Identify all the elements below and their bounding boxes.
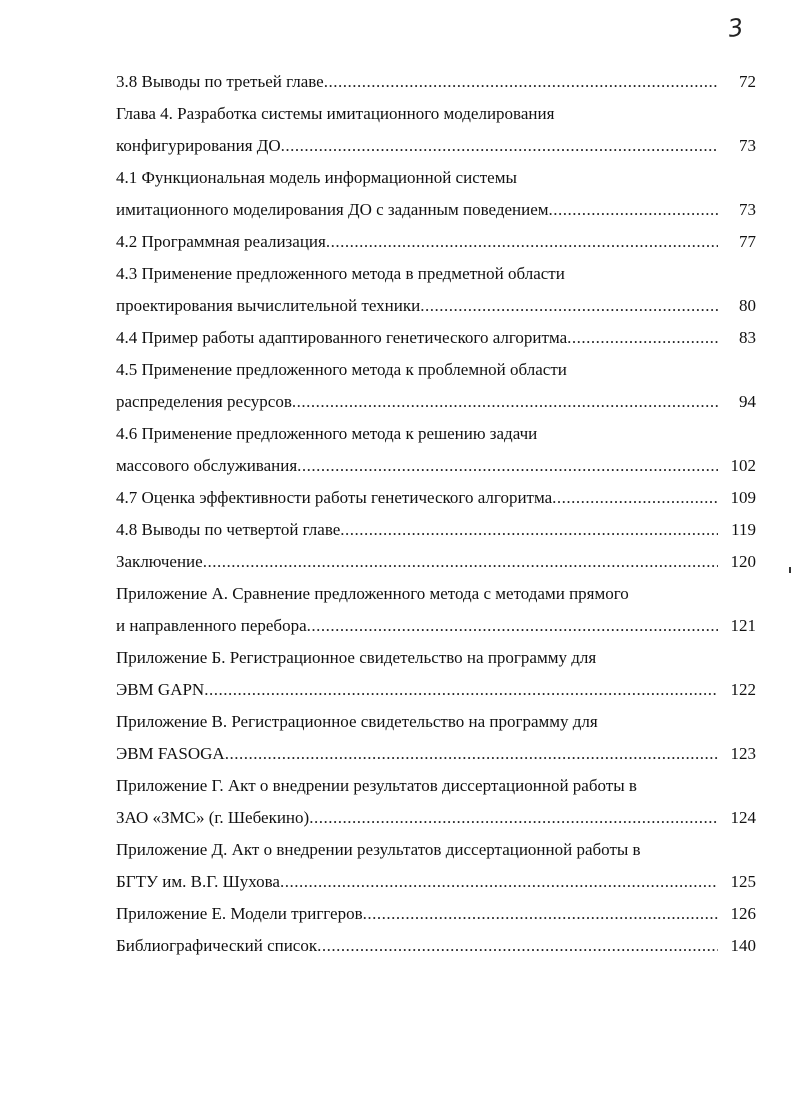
toc-entry[interactable] — [116, 226, 756, 258]
toc-entry[interactable] — [116, 546, 756, 578]
dot-leader — [307, 610, 718, 642]
toc-line — [116, 194, 756, 226]
toc-line — [116, 642, 756, 674]
toc-page-number: 94 — [739, 392, 756, 411]
toc-page-number: 102 — [730, 456, 756, 475]
toc-line — [116, 770, 756, 802]
toc-entry[interactable] — [116, 258, 756, 322]
dot-leader — [280, 866, 718, 898]
toc-entry[interactable] — [116, 98, 756, 162]
dot-leader — [204, 674, 718, 706]
toc-line — [116, 482, 756, 514]
dot-leader — [363, 898, 718, 930]
dot-leader — [203, 546, 718, 578]
margin-mark — [789, 567, 791, 573]
toc-page-number: 119 — [731, 520, 756, 539]
toc-entry-title: 4.4 Пример работы адаптированного генетического алгоритма — [116, 328, 568, 347]
toc-line — [116, 290, 756, 322]
toc-line — [116, 226, 756, 258]
toc-entry-title: имитационного моделирования ДО с заданным поведением — [116, 200, 549, 219]
toc-entry-title: проектирования вычислительной техники — [116, 296, 421, 315]
toc-line — [116, 322, 756, 354]
toc-entry-title: БГТУ им. В.Г. Шухова — [116, 872, 280, 891]
toc-entry-title: массового обслуживания — [116, 456, 298, 475]
toc-entry-title: ЭВМ FASOGA — [116, 744, 225, 763]
toc-entry-title: Глава 4. Разработка системы имитационного моделирования — [116, 104, 555, 123]
dot-leader — [420, 290, 718, 322]
toc-entry[interactable] — [116, 418, 756, 482]
toc-page-number: 140 — [730, 936, 756, 955]
toc-page-number: 125 — [730, 872, 756, 891]
toc-line — [116, 674, 756, 706]
toc-page-number: 73 — [739, 200, 756, 219]
toc-line — [116, 930, 756, 962]
toc-entry-title: Заключение — [116, 552, 203, 571]
toc-line — [116, 162, 756, 194]
toc-line — [116, 610, 756, 642]
toc-entry[interactable] — [116, 354, 756, 418]
toc-entry[interactable] — [116, 162, 756, 226]
dot-leader — [297, 450, 718, 482]
toc-line — [116, 450, 756, 482]
toc-entry-title: распределения ресурсов — [116, 392, 292, 411]
toc-line — [116, 98, 756, 130]
toc-line — [116, 866, 756, 898]
toc-entry-title: 4.6 Применение предложенного метода к решению задачи — [116, 424, 538, 443]
toc-entry-title: Библиографический список — [116, 936, 318, 955]
toc-line — [116, 258, 756, 290]
dot-leader — [326, 226, 718, 258]
toc-line — [116, 354, 756, 386]
toc-entry-title: Приложение Г. Акт о внедрении результатов диссертационной работы в — [116, 776, 637, 795]
toc-line — [116, 738, 756, 770]
toc-entry[interactable] — [116, 898, 756, 930]
dot-leader — [340, 514, 718, 546]
toc-line — [116, 898, 756, 930]
toc-page-number: 124 — [730, 808, 756, 827]
toc-entry-title: Приложение В. Регистрационное свидетельство на программу для — [116, 712, 598, 731]
toc-entry[interactable] — [116, 578, 756, 642]
toc-entry[interactable] — [116, 770, 756, 834]
toc-entry-title: Приложение А. Сравнение предложенного метода с методами прямого — [116, 584, 629, 603]
toc-line — [116, 706, 756, 738]
toc-entry[interactable] — [116, 642, 756, 706]
toc-page-number: 126 — [730, 904, 756, 923]
dot-leader — [549, 194, 718, 226]
toc-entry-title: Приложение Е. Модели триггеров — [116, 904, 363, 923]
toc-page-number: 80 — [739, 296, 756, 315]
toc-line — [116, 514, 756, 546]
toc-entry[interactable] — [116, 322, 756, 354]
toc-page-number: 123 — [730, 744, 756, 763]
handwritten-page-number: 3 — [726, 13, 746, 43]
toc-entry-title: 4.2 Программная реализация — [116, 232, 326, 251]
toc-entry[interactable] — [116, 482, 756, 514]
toc-line — [116, 834, 756, 866]
toc-line — [116, 546, 756, 578]
toc-line — [116, 386, 756, 418]
toc-page-number: 73 — [739, 136, 756, 155]
toc-entry-title: 4.7 Оценка эффективности работы генетического алгоритма — [116, 488, 553, 507]
toc-page-number: 77 — [739, 232, 756, 251]
dot-leader — [552, 482, 718, 514]
dot-leader — [292, 386, 718, 418]
toc-entry-title: Приложение Д. Акт о внедрении результатов диссертационной работы в — [116, 840, 641, 859]
toc-page-number: 83 — [739, 328, 756, 347]
toc-entry-title: 3.8 Выводы по третьей главе — [116, 72, 324, 91]
toc-page-number: 122 — [730, 680, 756, 699]
toc-entry-title: ЭВМ GAPN — [116, 680, 205, 699]
toc-entry-title: конфигурирования ДО — [116, 136, 281, 155]
toc-page-number: 72 — [739, 72, 756, 91]
toc-line — [116, 130, 756, 162]
toc-entry[interactable] — [116, 66, 756, 98]
toc-entry-title: 4.5 Применение предложенного метода к проблемной области — [116, 360, 567, 379]
toc-entry-title: ЗАО «ЗМС» (г. Шебекино) — [116, 808, 310, 827]
toc-entry-title: 4.8 Выводы по четвертой главе — [116, 520, 341, 539]
dot-leader — [317, 930, 718, 962]
toc-entry-title: и направленного перебора — [116, 616, 307, 635]
toc-entry-title: Приложение Б. Регистрационное свидетельство на программу для — [116, 648, 597, 667]
dot-leader — [281, 130, 718, 162]
dot-leader — [324, 66, 718, 98]
toc-entry[interactable] — [116, 930, 756, 962]
toc-line — [116, 66, 756, 98]
toc-entry[interactable] — [116, 514, 756, 546]
toc-line — [116, 802, 756, 834]
toc-page-number: 121 — [730, 616, 756, 635]
dot-leader — [225, 738, 718, 770]
toc-entry[interactable] — [116, 706, 756, 770]
toc-line — [116, 418, 756, 450]
dot-leader — [309, 802, 718, 834]
toc-page-number: 109 — [730, 488, 756, 507]
table-of-contents — [116, 66, 756, 962]
toc-page-number: 120 — [730, 552, 756, 571]
toc-entry[interactable] — [116, 834, 756, 898]
toc-entry-title: 4.1 Функциональная модель информационной системы — [116, 168, 517, 187]
dot-leader — [567, 322, 718, 354]
toc-entry-title: 4.3 Применение предложенного метода в предметной области — [116, 264, 565, 283]
toc-line — [116, 578, 756, 610]
